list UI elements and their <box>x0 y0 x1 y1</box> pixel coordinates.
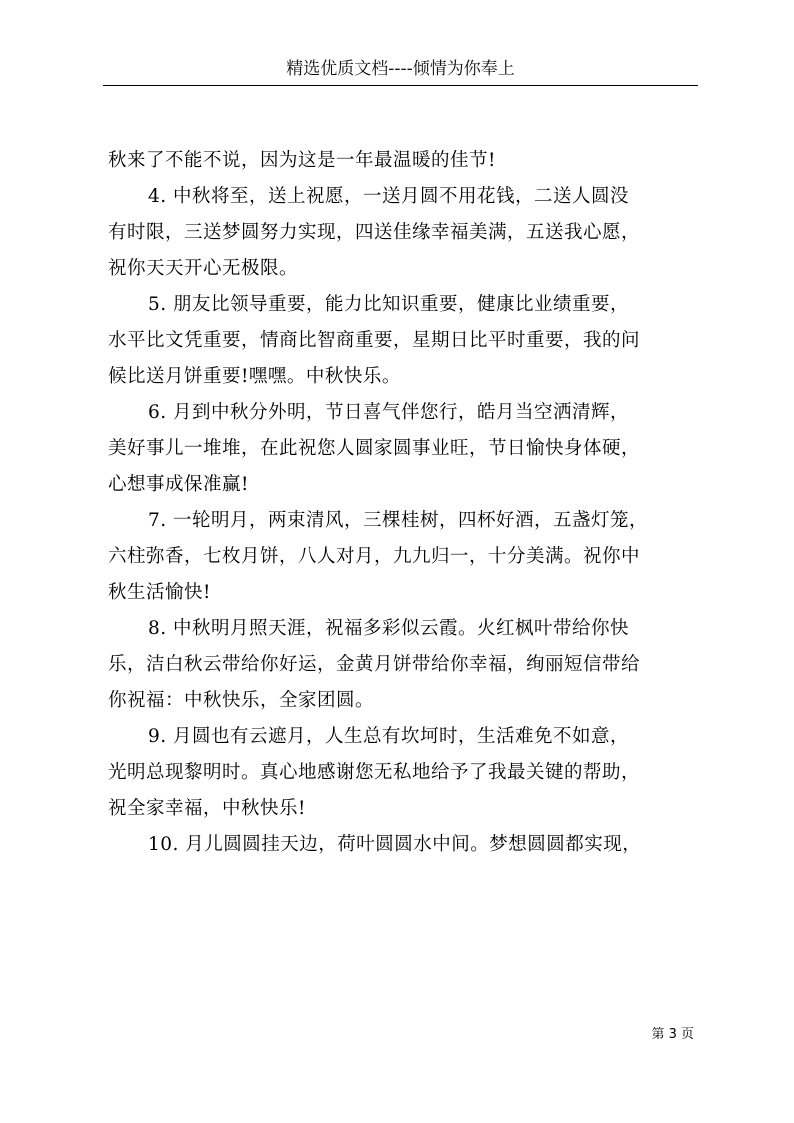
text-line: 秋生活愉快! <box>108 582 211 603</box>
page-number: 第 3 页 <box>651 1027 694 1042</box>
text-line: 秋来了不能不说，因为这是一年最温暖的佳节! <box>108 150 496 171</box>
text-line: 水平比文凭重要，情商比智商重要，星期日比平时重要，我的问 <box>108 330 641 351</box>
text-line: 有时限，三送梦圆努力实现，四送佳缘幸福美满，五送我心愿， <box>108 222 641 243</box>
text-line: 你祝福：中秋快乐，全家团圆。 <box>108 690 375 711</box>
text-line: 祝你天天开心无极限。 <box>108 258 299 279</box>
document-body <box>108 143 698 863</box>
header-divider <box>103 85 698 86</box>
paragraph-start-line: 9. 月圆也有云遮月，人生总有坎坷时，生活难免不如意， <box>148 726 630 747</box>
text-line: 心想事成保准赢! <box>108 474 249 495</box>
text-line: 美好事儿一堆堆，在此祝您人圆家圆事业旺，节日愉快身体硬， <box>108 438 641 459</box>
text-line: 祝全家幸福，中秋快乐! <box>108 798 306 819</box>
text-line: 六柱弥香，七枚月饼，八人对月，九九归一，十分美满。祝你中 <box>108 546 641 567</box>
text-line: 候比送月饼重要!嘿嘿。中秋快乐。 <box>108 366 401 387</box>
paragraph-start-line: 7. 一轮明月，两束清风，三棵桂树，四杯好酒，五盏灯笼， <box>148 510 649 531</box>
paragraph-start-line: 10. 月儿圆圆挂天边，荷叶圆圆水中间。梦想圆圆都实现， <box>148 834 642 855</box>
paragraph-start-line: 5. 朋友比领导重要，能力比知识重要，健康比业绩重要， <box>148 294 630 315</box>
text-line: 乐，洁白秋云带给你好运，金黄月饼带给你幸福，绚丽短信带给 <box>108 654 641 675</box>
text-line: 光明总现黎明时。真心地感谢您无私地给予了我最关键的帮助， <box>108 762 641 783</box>
page-header: 精选优质文档----倾情为你奉上 <box>286 59 515 79</box>
paragraph-start-line: 4. 中秋将至，送上祝愿，一送月圆不用花钱，二送人圆没 <box>148 186 630 207</box>
paragraph-start-line: 8. 中秋明月照天涯，祝福多彩似云霞。火红枫叶带给你快 <box>148 618 630 639</box>
paragraph-start-line: 6. 月到中秋分外明，节日喜气伴您行，皓月当空洒清辉， <box>148 402 630 423</box>
